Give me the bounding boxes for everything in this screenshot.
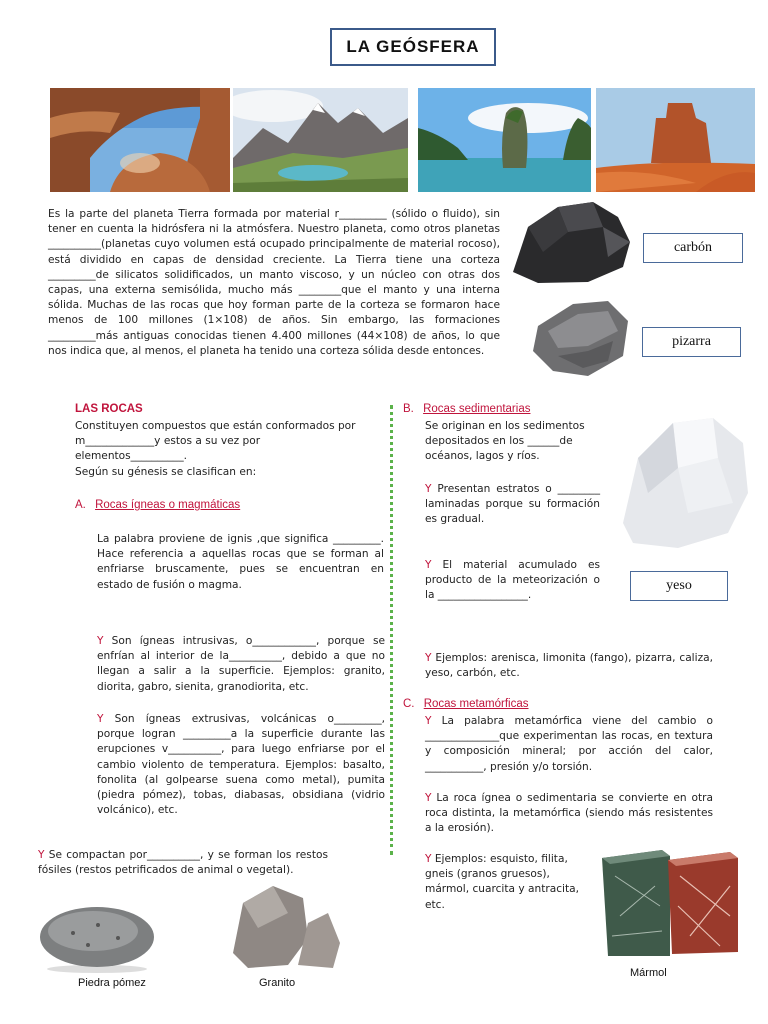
metamorficas-bullet-1-text: La palabra metamórfica viene del cambio o ______________que experimentan las rocas, en textura y composición mineral; por acción del calor, ___________, presión y/o torsión. <box>425 715 713 773</box>
rocas-genesis: Según su génesis se clasifican en: <box>75 465 257 478</box>
bullet-glyph: Y <box>425 483 432 495</box>
intro-paragraph: Es la parte del planeta Tierra formada por material r_________ (sólido o fluido), sin tener en cuenta la hidrósfera ni la atmósfera. Nuestro planeta, como otros planetas __________(planetas cuyo volumen está ocupado principalmente de material rocoso), está dividido en capas de densidad creciente. La Tierra tiene una corteza _________de silicatos solidificados, un manto viscoso, y un núcleo con otras dos capas, una externa semisólida, mucho más ________que el manto y una interna sólida. Muchas de las rocas que hoy forman parte de la corteza se formaron hace menos de 100 millones (1×108) de años. Sin embargo, las formaciones _________más antiguas conocidas tienen 4.400 millones (44×108) de años, lo que nos indica que, al menos, el planeta ha tenido una corteza sólida desde entonces. <box>48 208 500 357</box>
metamorficas-bullet-2 <box>425 791 713 837</box>
rocas-heading: LAS ROCAS <box>75 403 143 415</box>
sedimentarias-bullet-1 <box>425 482 600 528</box>
yeso-image <box>618 413 751 551</box>
granito-caption: Granito <box>259 977 296 989</box>
igneas-body: La palabra proviene de ignis ,que significa _________. Hace referencia a aquellas rocas que se forman al enfriarse bruscamente, pues se encuentran en estado de fusión o magma. <box>97 533 384 591</box>
metamorficas-bullet-1 <box>425 714 713 775</box>
sedimentarias-bullet-3-text: Ejemplos: arenisca, limonita (fango), pizarra, caliza, yeso, carbón, etc. <box>425 652 713 680</box>
photo-sea-stack <box>418 88 591 192</box>
page-title: LA GEÓSFERA <box>330 28 496 66</box>
rocas-body-text: Constituyen compuestos que están conformados por m_____________y estos a su vez por elementos__________. <box>75 420 356 463</box>
pizarra-image <box>528 296 631 381</box>
sedimentarias-heading <box>403 403 530 415</box>
sedimentarias-bullet-2-text: El material acumulado es producto de la meteorización o la _________________. <box>425 559 600 602</box>
metamorficas-title: Rocas metamórficas <box>423 698 529 710</box>
igneas-bullet-3 <box>38 848 328 878</box>
photo-mountains-lake <box>233 88 408 192</box>
metamorficas-bullet-3 <box>425 852 597 913</box>
igneas-letter: A. <box>75 499 86 511</box>
sedimentarias-title: Rocas sedimentarias <box>423 403 531 415</box>
sedimentarias-letter: B. <box>403 403 414 415</box>
marmol-caption: Mármol <box>630 967 667 979</box>
bullet-glyph: Y <box>97 713 104 725</box>
sedimentarias-bullet-3 <box>425 651 713 681</box>
carbon-label: carbón <box>643 233 743 263</box>
igneas-heading <box>75 499 240 511</box>
igneas-bullet-2 <box>97 712 385 818</box>
metamorficas-heading <box>403 698 529 710</box>
yeso-label: yeso <box>630 571 728 601</box>
metamorficas-bullet-3-text: Ejemplos: esquisto, filita, gneis (granos gruesos), mármol, cuarcita y antracita, etc. <box>425 853 580 911</box>
photo-desert-butte <box>596 88 755 192</box>
bullet-glyph: Y <box>425 652 432 664</box>
sedimentarias-bullet-2 <box>425 558 600 604</box>
bullet-glyph: Y <box>38 849 45 861</box>
sedimentarias-body: Se originan en los sedimentos depositados en los ______de océanos, lagos y ríos. <box>425 420 585 463</box>
rocas-body <box>75 419 365 480</box>
metamorficas-letter: C. <box>403 698 415 710</box>
pizarra-label: pizarra <box>642 327 741 357</box>
igneas-bullet-1-text: Son ígneas intrusivas, o____________, porque se enfrían al interior de la__________, debido a que no llegan a salir a la superficie. Ejemplos: granito, diorita, gabro, sienita, granodiorita, etc. <box>97 635 385 693</box>
granito-image <box>228 883 343 973</box>
piedra-pomez-image <box>38 903 156 973</box>
marmol-image <box>600 846 740 958</box>
bullet-glyph: Y <box>425 792 432 804</box>
column-divider <box>390 405 393 855</box>
bullet-glyph: Y <box>425 853 432 865</box>
sedimentarias-bullet-1-text: Presentan estratos o ________ laminadas porque su formación es gradual. <box>425 483 601 526</box>
igneas-bullet-3-text: Se compactan por__________, y se forman los restos fósiles (restos petrificados de animal o vegetal). <box>38 849 328 877</box>
carbon-image <box>508 197 633 287</box>
bullet-glyph: Y <box>425 559 432 571</box>
bullet-glyph: Y <box>97 635 104 647</box>
piedra-pomez-caption: Piedra pómez <box>78 977 146 989</box>
metamorficas-bullet-2-text: La roca ígnea o sedimentaria se convierte en otra roca distinta, la metamórfica (siendo más resistentes a la erosión). <box>425 792 713 835</box>
igneas-bullet-1 <box>97 634 385 695</box>
igneas-title: Rocas ígneas o magmáticas <box>95 499 241 511</box>
photo-rock-arch <box>50 88 230 192</box>
bullet-glyph: Y <box>425 715 432 727</box>
igneas-bullet-2-text: Son ígneas extrusivas, volcánicas o_________, porque logran _________a la superficie durante las erupciones v__________, para luego enfriarse por el cambio violento de temperatura. Ejemplos: basalto, fonolita (al golpearse suena como metal), pumita (piedra pómez), tobas, diabasas, obsidiana (vidrio volcánico), etc. <box>97 713 385 817</box>
